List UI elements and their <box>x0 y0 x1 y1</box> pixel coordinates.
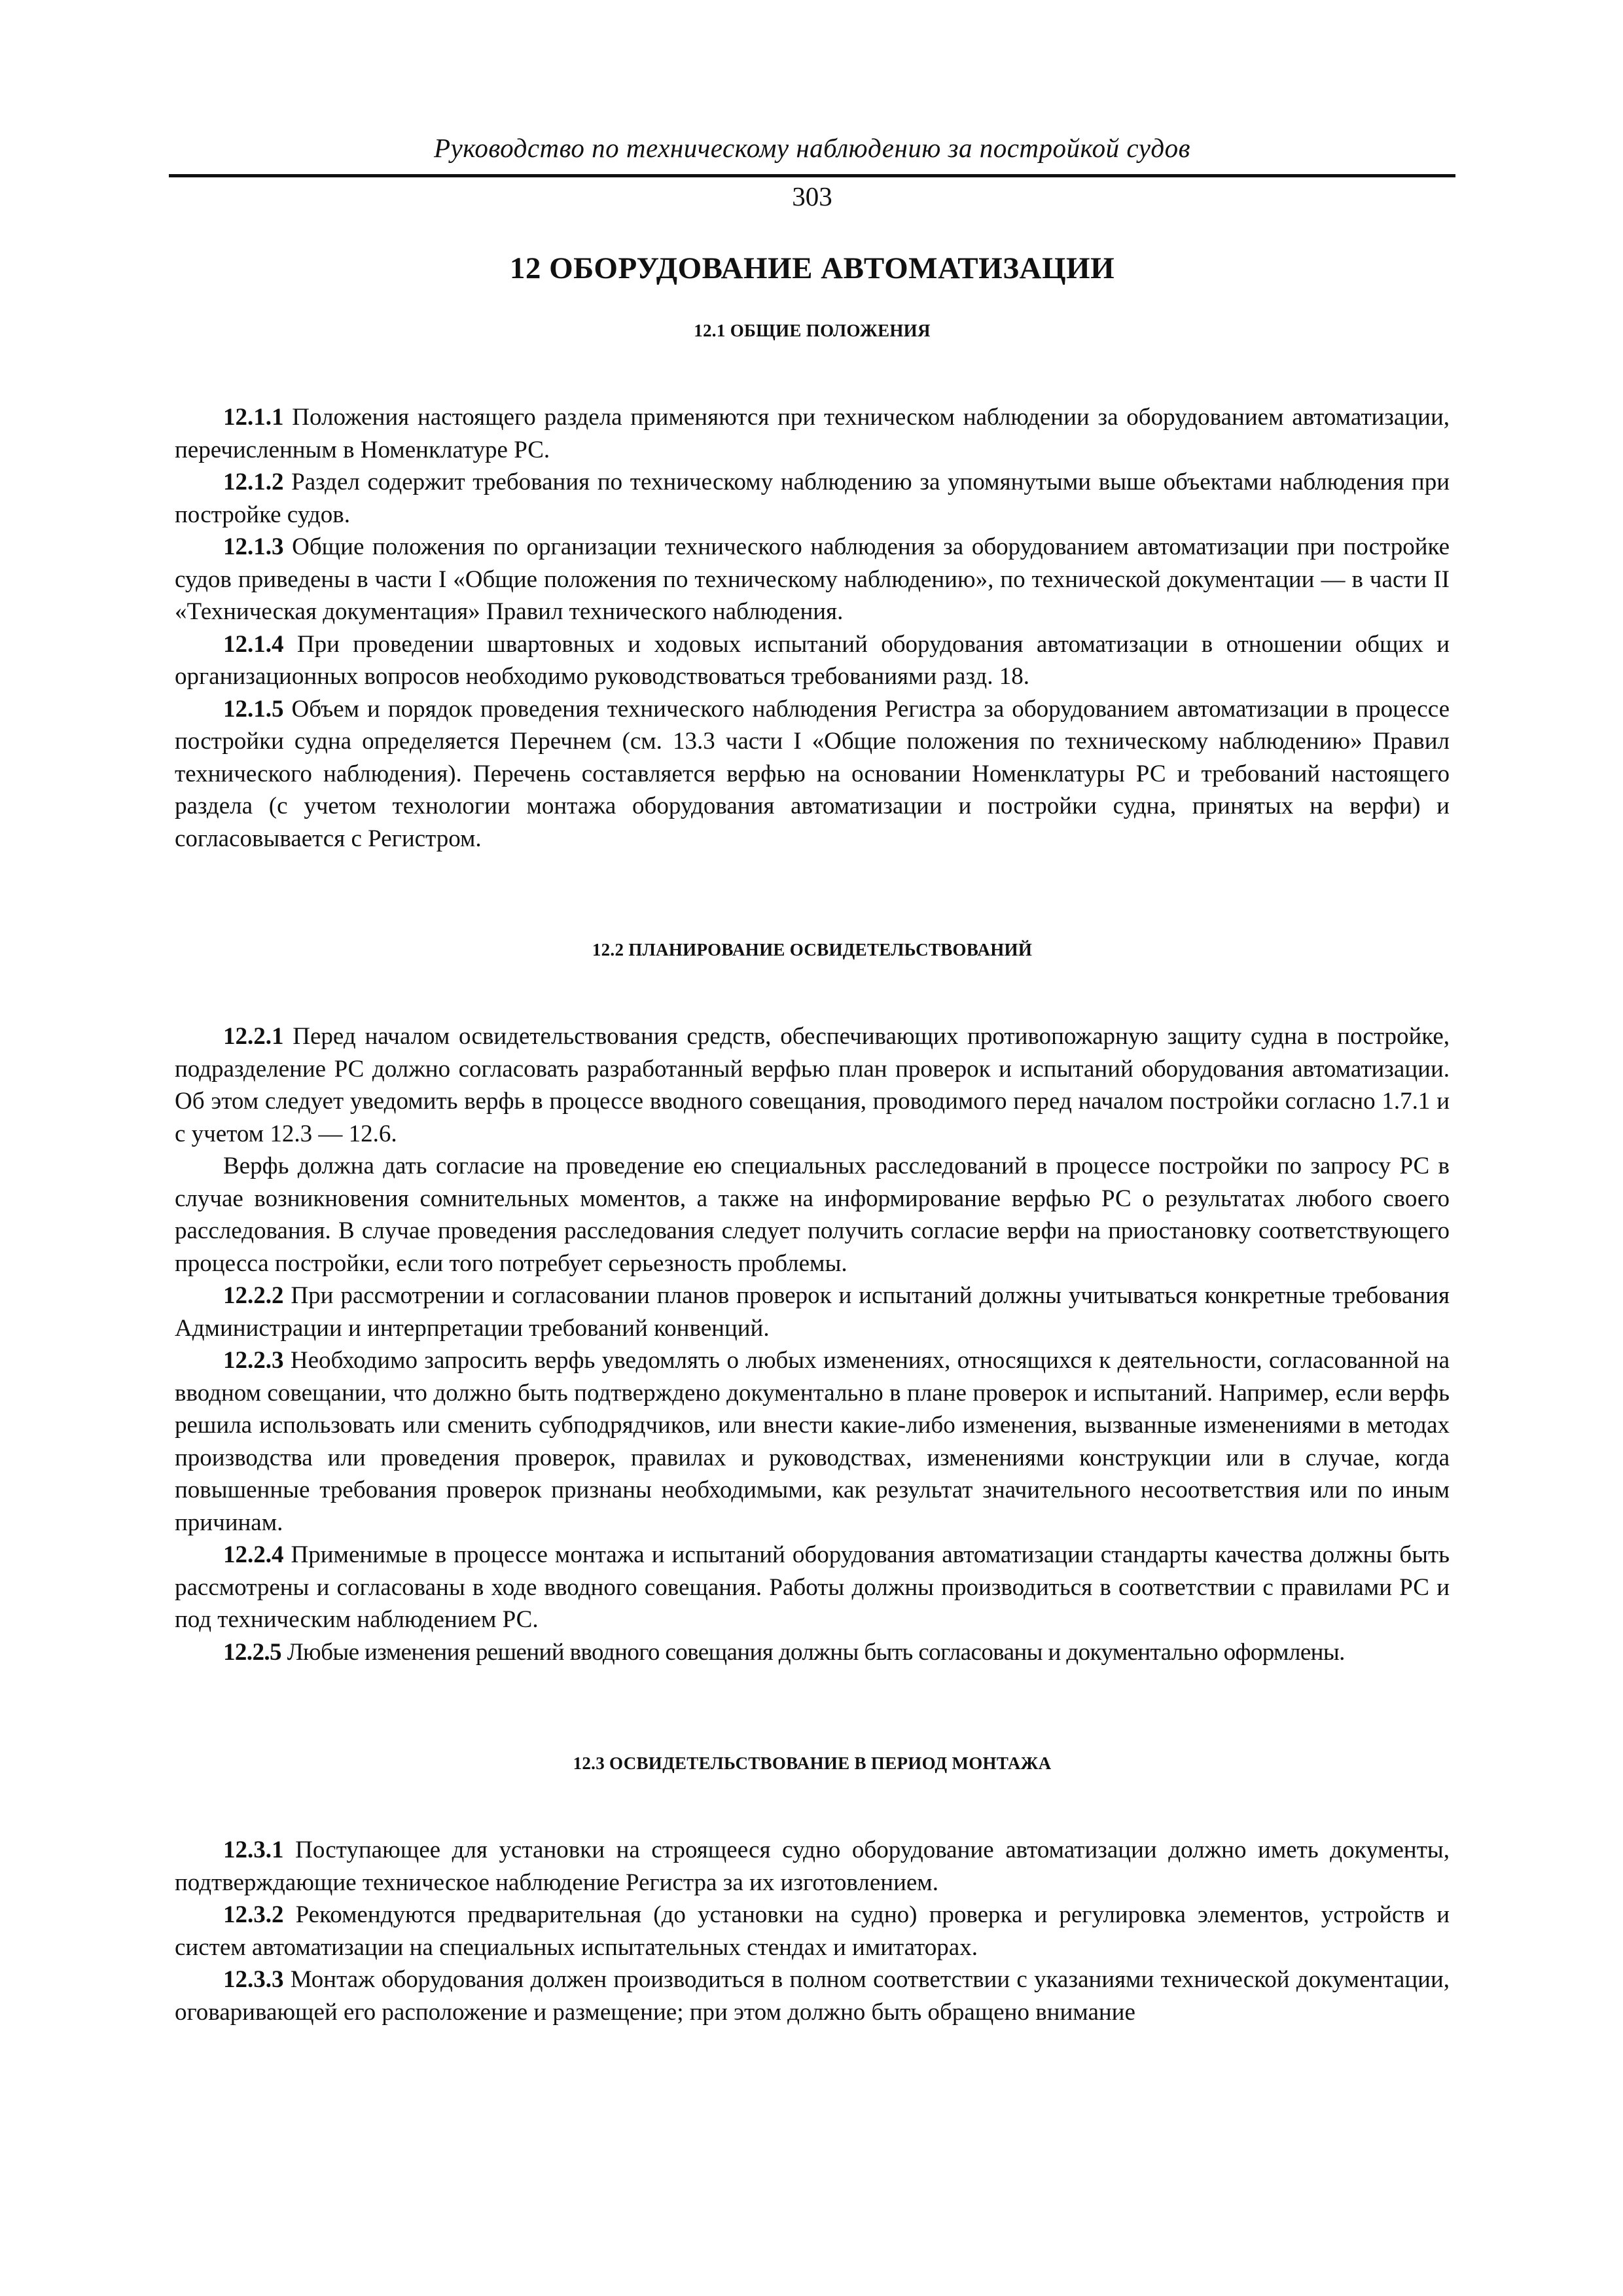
clause-number: 12.1.5 <box>223 695 284 723</box>
paragraph-text: Монтаж оборудования должен производиться в полном соответствии с указаниями технической документации, оговаривающей его расположение и размещение; при этом должно быть обращено внимание <box>175 1966 1450 2026</box>
paragraph-text: Применимые в процессе монтажа и испытаний оборудования автоматизации стандарты качества должны быть рассмотрены и согласованы в ходе вводного совещания. Работы должны производиться в соответствии с правилами РС и под техническим наблюдением РС. <box>175 1541 1450 1633</box>
paragraph-12-3-3 <box>175 1964 1450 2028</box>
clause-number: 12.2.4 <box>223 1541 284 1568</box>
paragraph-text: Поступающее для установки на строящееся судно оборудование автоматизации должно иметь документы, подтверждающие техническое наблюдение Регистра за их изготовлением. <box>175 1837 1450 1896</box>
paragraph-12-2-2 <box>175 1280 1450 1344</box>
paragraph-text: Любые изменения решений вводного совещания должны быть согласованы и документально оформлены. <box>287 1638 1345 1666</box>
section-title-12-3: 12.3 ОСВИДЕТЕЛЬСТВОВАНИЕ В ПЕРИОД МОНТАЖА <box>573 1753 1052 1773</box>
paragraph-text: Перед началом освидетельствования средств, обеспечивающих противопожарную защиту судна в постройке, подразделение РС должно согласовать разработанный верфью план проверок и испытаний оборудования автоматизации. Об этом следует уведомить верфь в процессе вводного совещания, проводимого перед началом постройки согласно 1.7.1 и с учетом 12.3 — 12.6. <box>175 1023 1450 1147</box>
section-title-12-2: 12.2 ПЛАНИРОВАНИЕ ОСВИДЕТЕЛЬСТВОВАНИЙ <box>592 940 1033 960</box>
paragraph-12-3-2 <box>175 1899 1450 1964</box>
clause-number: 12.2.2 <box>223 1282 284 1309</box>
paragraph-text: Необходимо запросить верфь уведомлять о любых изменениях, относящихся к деятельности, согласованной на вводном совещании, что должно быть подтверждено документально в плане проверок и испытаний. Например, если верфь решила использовать или сменить субподрядчиков, или внести какие-либо изменения, вызванные изменениями в методах производства или проведения проверок, правилах и руководствах, изменениями конструкции или в случае, когда повышенные требования проверок признаны необходимыми, как результат значительного несоответствия или по иным причинам. <box>175 1347 1450 1536</box>
clause-number: 12.1.2 <box>223 469 284 495</box>
paragraph-12-1-1 <box>175 401 1450 466</box>
clause-number: 12.1.3 <box>223 533 284 560</box>
clause-number: 12.3.1 <box>223 1837 284 1863</box>
paragraph-12-1-3 <box>175 531 1450 628</box>
paragraph-12-2-3 <box>175 1344 1450 1539</box>
paragraph-text: Раздел содержит требования по техническому наблюдению за упомянутыми выше объектами наблюдения при постройке судов. <box>175 469 1450 528</box>
clause-number: 12.1.1 <box>223 404 284 431</box>
paragraph-text: Рекомендуются предварительная (до установки на судно) проверка и регулировка элементов, устройств и систем автоматизации на специальных испытательных стендах и имитаторах. <box>175 1901 1450 1961</box>
paragraph-text: При проведении швартовных и ходовых испытаний оборудования автоматизации в отношении общих и организационных вопросов необходимо руководствоваться требованиями разд. 18. <box>175 630 1450 690</box>
paragraph-text: Общие положения по организации технического наблюдения за оборудованием автоматизации при постройке судов приведены в части I «Общие положения по техническому наблюдению», по технической документации — в части II «Техническая документация» Правил технического наблюдения. <box>175 533 1450 625</box>
clause-number: 12.3.2 <box>223 1901 284 1928</box>
clause-number: 12.2.1 <box>223 1023 284 1050</box>
paragraph-12-2-1-continued <box>175 1150 1450 1280</box>
running-title: Руководство по техническому наблюдению за постройкой судов <box>434 133 1190 163</box>
page-content <box>175 249 1450 2028</box>
paragraph-12-2-5 <box>175 1636 1450 1669</box>
clause-number: 12.2.3 <box>223 1347 284 1374</box>
paragraph-12-1-4 <box>175 628 1450 693</box>
clause-number: 12.1.4 <box>223 630 284 658</box>
header-rule <box>169 174 1455 177</box>
paragraph-12-2-4 <box>175 1539 1450 1636</box>
section-title-12-1: 12.1 ОБЩИЕ ПОЛОЖЕНИЯ <box>694 321 931 340</box>
clause-number: 12.3.3 <box>223 1966 284 1993</box>
paragraph-text: Положения настоящего раздела применяются при техническом наблюдении за оборудованием автоматизации, перечисленным в Номенклатуре РС. <box>175 404 1450 463</box>
paragraph-12-3-1 <box>175 1834 1450 1899</box>
paragraph-12-1-5 <box>175 693 1450 855</box>
clause-number: 12.2.5 <box>223 1638 281 1666</box>
chapter-title: 12 ОБОРУДОВАНИЕ АВТОМАТИЗАЦИИ <box>509 251 1115 285</box>
page-number: 303 <box>792 181 832 211</box>
paragraph-text: При рассмотрении и согласовании планов проверок и испытаний должны учитываться конкретные требования Администрации и интерпретации требований конвенций. <box>175 1282 1450 1342</box>
paragraph-12-1-2 <box>175 466 1450 531</box>
paragraph-text: Объем и порядок проведения технического наблюдения Регистра за оборудованием автоматизации в процессе постройки судна определяется Перечнем (см. 13.3 части I «Общие положения по техническому наблюдению» Правил технического наблюдения). Перечень составляется верфью на основании Номенклатуры РС и требований настоящего раздела (с учетом технологии монтажа оборудования автоматизации и постройки судна, принятых на верфи) и согласовывается с Регистром. <box>175 695 1450 852</box>
paragraph-text: Верфь должна дать согласие на проведение ею специальных расследований в процессе постройки по запросу РС в случае возникновения сомнительных моментов, а также на информирование верфью РС о результатах любого своего расследования. В случае проведения расследования следует получить согласие верфи на приостановку соответствующего процесса постройки, если того потребует серьезность проблемы. <box>175 1153 1450 1277</box>
paragraph-12-2-1 <box>175 1020 1450 1150</box>
